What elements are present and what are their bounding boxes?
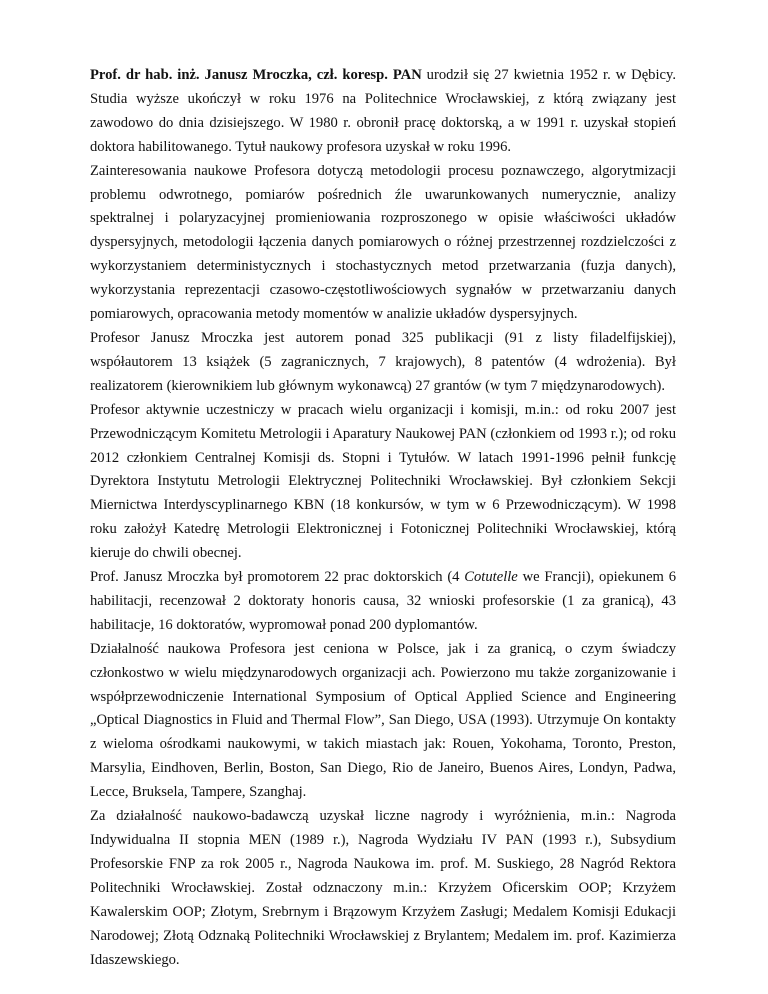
paragraph-intro xyxy=(90,64,676,160)
paragraph-organizations: Profesor aktywnie uczestniczy w pracach wielu organizacji i komisji, m.in.: od roku 2007 jest Przewodniczącym Komitetu Metrologii i Aparatury Naukowej PAN (członkiem od 1993 r.); od roku 2012 członkiem Centralnej Komisji ds. Stopni i Tytułów. W latach 1991-1996 pełnił funkcję Dyrektora Instytutu Metrologii Elektrycznej Politechniki Wrocławskiej. Był członkiem Sekcji Miernictwa Interdyscyplinarnego KBN (18 konkursów, w tym w 6 Przewodniczącym). W 1998 roku założył Katedrę Metrologii Elektronicznej i Fotonicznej Politechniki Wrocławskiej, którą kieruje do chwili obecnej. xyxy=(90,401,676,562)
paragraph-recognition: Działalność naukowa Profesora jest ceniona w Polsce, jak i za granicą, o czym świadczy członkostwo w wielu międzynarodowych organizacji ach. Powierzono mu także zorganizowanie i współprzewodniczenie International Symposium of Optical Applied Science and Engineering „Optical Diagnostics in Fluid and Thermal Flow”, San Diego, USA (1993). Utrzymuje On kontakty z wieloma ośrodkami naukowymi, w takich miastach jak: Rouen, Yokohama, Toronto, Preston, Marsylia, Eindhoven, Berlin, Boston, San Diego, Rio de Janeiro, Buenos Aires, Londyn, Padwa, Lecce, Bruksela, Tampere, Szanghaj. xyxy=(90,640,676,801)
paragraph-publications: Profesor Janusz Mroczka jest autorem ponad 325 publikacji (91 z listy filadelfijskiej), współautorem 13 książek (5 zagranicznych, 7 krajowych), 8 patentów (4 wdrożenia). Był realizatorem (kierownikiem lub głównym wykonawcą) 27 grantów (w tym 7 międzynarodowych). xyxy=(90,329,676,394)
paragraph-interests: Zainteresowania naukowe Profesora dotyczą metodologii procesu poznawczego, algorytmizacji problemu odwrotnego, pomiarów pośrednich źle uwarunkowanych numerycznie, analizy spektralnej i polaryzacyjnej promieniowania rozproszonego w opisie właściwości układów dyspersyjnych, metodologii łączenia danych pomiarowych o różnej przestrzennej rozdzielczości z wykorzystaniem deterministycznych i stochastycznych metod przetwarzania (fuzja danych), wykorzystania reprezentacji czasowo-częstotliwościowych sygnałów w przetwarzaniu danych pomiarowych, opracowania metody momentów w analizie układów dyspersyjnych. xyxy=(90,162,676,323)
cotutelle-term: Cotutelle xyxy=(464,569,518,586)
intro-text: urodził się 27 kwietnia 1952 r. w Dębicy. Studia wyższe ukończył w roku 1976 na Politechnice Wrocławskiej, z którą związany jest zawodowo do dnia dzisiejszego. W 1980 r. obronił pracę doktorską, a w 1991 r. uzyskał stopień doktora habilitowanego. Tytuł naukowy profesora uzyskał w roku 1996. xyxy=(90,67,676,155)
author-name-title: Prof. dr hab. inż. Janusz Mroczka, czł. koresp. PAN xyxy=(90,67,422,83)
paragraph-promotor xyxy=(90,566,676,638)
biography-text xyxy=(90,64,676,972)
paragraph-awards: Za działalność naukowo-badawczą uzyskał liczne nagrody i wyróżnienia, m.in.: Nagroda Indywidualna II stopnia MEN (1989 r.), Nagroda Wydziału IV PAN (1993 r.), Subsydium Profesorskie FNP za rok 2005 r., Nagroda Naukowa im. prof. M. Suskiego, 28 Nagród Rektora Politechniki Wrocławskiej. Został odznaczony m.in.: Krzyżem Oficerskim OOP; Krzyżem Kawalerskim OOP; Złotym, Srebrnym i Brązowym Krzyżem Zasługi; Medalem Komisji Edukacji Narodowej; Złotą Odznaką Politechniki Wrocławskiej z Brylantem; Medalem im. prof. Kazimierza Idaszewskiego. xyxy=(90,808,676,968)
promotor-text-end: we Francji), opiekunem 6 habilitacji, recenzował 2 doktoraty honoris causa, 32 wnioski profesorskie (1 za granicą), 43 habilitacje, 16 doktoratów, wypromował ponad 200 dyplomantów. xyxy=(90,569,676,633)
promotor-text-start: Prof. Janusz Mroczka był promotorem 22 prac doktorskich (4 xyxy=(90,569,465,586)
